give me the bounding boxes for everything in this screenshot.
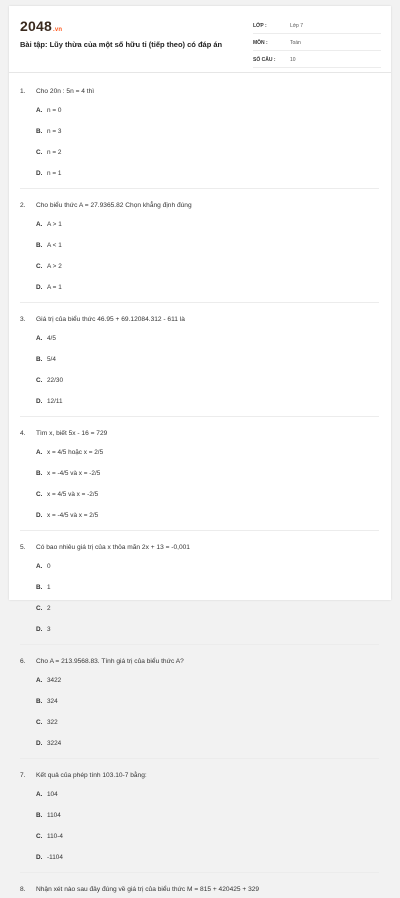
option-letter: C. <box>36 263 43 270</box>
answer-option[interactable] <box>36 505 208 526</box>
answer-options <box>20 670 379 754</box>
meta-value: Toán <box>290 40 301 46</box>
question-number: 5. <box>20 544 26 551</box>
question-item <box>9 881 391 898</box>
answer-options <box>20 442 379 526</box>
option-letter: C. <box>36 605 43 612</box>
answer-options <box>20 214 379 298</box>
meta-value: 10 <box>290 57 296 63</box>
question-text: Cho 20n : 5n = 4 thì <box>36 88 95 95</box>
option-letter: B. <box>36 128 43 135</box>
meta-row-count <box>253 54 381 68</box>
option-text: A > 2 <box>47 263 62 270</box>
answer-option[interactable] <box>36 370 208 391</box>
option-text: 2 <box>47 605 51 612</box>
question-divider <box>20 416 379 417</box>
option-letter: A. <box>36 107 43 114</box>
question-item <box>9 311 391 417</box>
meta-row-subject <box>253 37 381 51</box>
question-number: 6. <box>20 658 26 665</box>
option-text: n = 2 <box>47 149 62 156</box>
answer-option[interactable] <box>36 847 208 868</box>
option-text: x = 4/5 hoặc x = 2/5 <box>47 449 104 456</box>
meta-label: LỚP : <box>253 23 267 29</box>
question-number: 2. <box>20 202 26 209</box>
answer-option[interactable] <box>36 214 208 235</box>
question-heading <box>20 311 379 328</box>
question-item <box>9 425 391 531</box>
logo-tld: .vn <box>52 27 63 33</box>
option-text: A = 1 <box>47 284 62 291</box>
site-logo[interactable] <box>20 18 62 34</box>
option-text: 324 <box>47 698 58 705</box>
question-heading <box>20 539 379 556</box>
option-text: n = 3 <box>47 128 62 135</box>
answer-option[interactable] <box>36 577 208 598</box>
option-letter: D. <box>36 626 43 633</box>
answer-option[interactable] <box>36 328 208 349</box>
answer-options <box>20 100 379 184</box>
option-text: 22/30 <box>47 377 63 384</box>
option-text: n = 1 <box>47 170 62 177</box>
option-letter: B. <box>36 356 43 363</box>
option-letter: D. <box>36 740 43 747</box>
option-letter: A. <box>36 677 43 684</box>
question-heading <box>20 767 379 784</box>
answer-option[interactable] <box>36 712 208 733</box>
option-text: -1104 <box>47 854 63 861</box>
page-title: Bài tập: Lũy thừa của một số hữu tỉ (tiếp theo) có đáp án <box>20 40 223 49</box>
question-number: 1. <box>20 88 26 95</box>
question-number: 7. <box>20 772 26 779</box>
question-divider <box>20 758 379 759</box>
meta-row-class <box>253 20 381 34</box>
answer-option[interactable] <box>36 277 208 298</box>
answer-options <box>20 784 379 868</box>
option-text: 1104 <box>47 812 61 819</box>
question-divider <box>20 188 379 189</box>
option-letter: C. <box>36 833 43 840</box>
option-text: 110-4 <box>47 833 63 840</box>
meta-label: MÔN : <box>253 40 268 46</box>
answer-option[interactable] <box>36 691 208 712</box>
answer-option[interactable] <box>36 100 208 121</box>
answer-options <box>20 556 379 640</box>
option-letter: C. <box>36 149 43 156</box>
answer-option[interactable] <box>36 142 208 163</box>
option-letter: A. <box>36 221 43 228</box>
question-divider <box>20 530 379 531</box>
option-letter: A. <box>36 335 43 342</box>
option-text: x = 4/5 và x = -2/5 <box>47 491 99 498</box>
question-number: 8. <box>20 886 26 893</box>
question-item <box>9 767 391 873</box>
question-item <box>9 197 391 303</box>
question-text: Có bao nhiêu giá trị của x thỏa mãn 2x + 13 = -0,001 <box>36 544 190 551</box>
answer-option[interactable] <box>36 442 208 463</box>
option-letter: B. <box>36 698 43 705</box>
answer-option[interactable] <box>36 235 208 256</box>
answer-option[interactable] <box>36 121 208 142</box>
answer-option[interactable] <box>36 784 208 805</box>
option-text: 4/5 <box>47 335 56 342</box>
question-text: Nhận xét nào sau đây đúng về giá trị của biểu thức M = 815 + 420425 + 329 <box>36 886 260 893</box>
answer-option[interactable] <box>36 598 208 619</box>
meta-label: SỐ CÂU : <box>253 57 276 63</box>
answer-option[interactable] <box>36 391 208 412</box>
answer-option[interactable] <box>36 733 208 754</box>
option-text: A > 1 <box>47 221 62 228</box>
answer-option[interactable] <box>36 484 208 505</box>
option-text: 322 <box>47 719 58 726</box>
worksheet-header <box>9 6 391 73</box>
option-text: 3 <box>47 626 51 633</box>
question-heading <box>20 653 379 670</box>
option-letter: D. <box>36 170 43 177</box>
question-heading <box>20 425 379 442</box>
option-letter: D. <box>36 512 43 519</box>
option-text: 5/4 <box>47 356 56 363</box>
option-letter: A. <box>36 791 43 798</box>
option-letter: B. <box>36 812 43 819</box>
option-letter: B. <box>36 242 43 249</box>
option-text: x = -4/5 và x = -2/5 <box>47 470 101 477</box>
option-letter: C. <box>36 491 43 498</box>
question-item <box>9 539 391 645</box>
logo-text: 2048 <box>20 18 52 34</box>
option-text: 0 <box>47 563 51 570</box>
answer-options <box>20 328 379 412</box>
option-text: 3422 <box>47 677 62 684</box>
question-text: Kết quả của phép tính 103.10-7 bằng: <box>36 772 147 779</box>
answer-option[interactable] <box>36 256 208 277</box>
answer-option[interactable] <box>36 826 208 847</box>
answer-option[interactable] <box>36 805 208 826</box>
option-text: 3224 <box>47 740 62 747</box>
question-text: Giá trị của biểu thức 46.95 + 69.12084.312 - 611 là <box>36 316 185 323</box>
question-text: Tìm x, biết 5x - 16 = 729 <box>36 430 108 437</box>
question-item <box>9 653 391 759</box>
option-letter: C. <box>36 377 43 384</box>
answer-option[interactable] <box>36 349 208 370</box>
option-text: A < 1 <box>47 242 62 249</box>
answer-option[interactable] <box>36 619 208 640</box>
answer-option[interactable] <box>36 163 208 184</box>
option-letter: B. <box>36 584 43 591</box>
option-letter: D. <box>36 284 43 291</box>
option-text: 104 <box>47 791 58 798</box>
question-item <box>9 83 391 189</box>
answer-option[interactable] <box>36 463 208 484</box>
option-text: 12/11 <box>47 398 63 405</box>
question-heading <box>20 881 379 898</box>
answer-option[interactable] <box>36 556 208 577</box>
question-text: Cho biểu thức A = 27.9365.82 Chọn khẳng định đúng <box>36 202 192 209</box>
question-divider <box>20 872 379 873</box>
option-letter: A. <box>36 449 43 456</box>
option-text: 1 <box>47 584 51 591</box>
meta-value: Lớp 7 <box>290 23 304 29</box>
question-number: 4. <box>20 430 26 437</box>
question-heading <box>20 197 379 214</box>
option-letter: D. <box>36 854 43 861</box>
option-text: x = -4/5 và x = 2/5 <box>47 512 99 519</box>
question-heading <box>20 83 379 100</box>
answer-option[interactable] <box>36 670 208 691</box>
worksheet-page <box>9 6 391 893</box>
option-text: n = 0 <box>47 107 62 114</box>
option-letter: A. <box>36 563 43 570</box>
option-letter: D. <box>36 398 43 405</box>
question-text: Cho A = 213.9568.83. Tính giá trị của biểu thức A? <box>36 658 184 665</box>
question-divider <box>20 302 379 303</box>
question-list <box>9 73 391 898</box>
option-letter: C. <box>36 719 43 726</box>
meta-info <box>253 20 381 71</box>
question-number: 3. <box>20 316 26 323</box>
option-letter: B. <box>36 470 43 477</box>
question-divider <box>20 644 379 645</box>
